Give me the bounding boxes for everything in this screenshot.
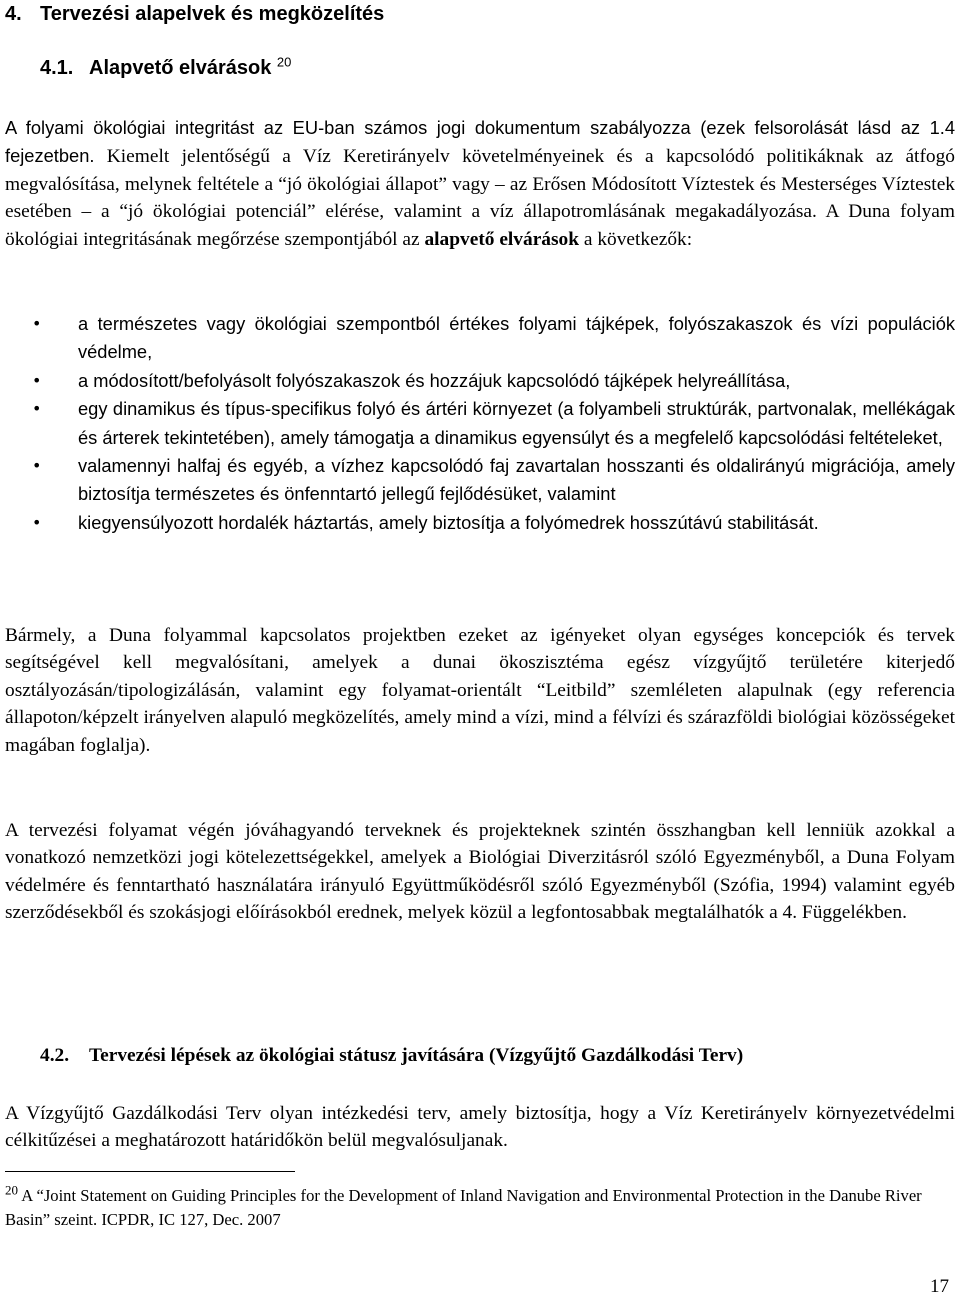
list-item-text: egy dinamikus és típus-specifikus folyó és ártéri környezet (a folyambeli struktúrák, partvonalak, mellékágak és árterek tekintetében), amely támogatja a dinamikus egyensúlyt és a megfelelő kapcsolódási feltételeket, bbox=[78, 398, 955, 448]
footnote bbox=[5, 1184, 960, 1232]
bullet-icon: • bbox=[32, 314, 42, 333]
bullet-icon: • bbox=[32, 512, 42, 532]
section-heading-4-1 bbox=[40, 56, 291, 80]
paragraph-danube-projects: Bármely, a Duna folyammal kapcsolatos projektben ezeket az igényeket olyan egységes koncepciók és tervek segítségével kell megvalósítani, amelyek a dunai ökoszisztéma egész vízgyűjtő területére kiterjedő osztályozásán/tipologizálásán, valamint egy folyamat-orientált “Leitbild” szemléleten alapulnak (egy referencia állapoton/képzelt irányelven alapuló megközelítés, amely mind a vízi, mind a félvízi és szárazföldi biológiai közösségeket magában foglalja). bbox=[5, 625, 955, 756]
paragraph-legal-obligations: A tervezési folyamat végén jóváhagyandó terveknek és projekteknek szintén összhangban kell lenniük azokkal a vonatkozó nemzetközi jogi kötelezettségekkel, amelyek a Biológiai Diverzitásról szóló Egyezményből, a Duna Folyam védelmére és fenntartható használatára irányuló Együttműködésről szóló Egyezményből (Szófia, 1994) valamint egyéb szerződésekből és szokásjogi előírásokból erednek, melyek közül a legfontosabbak megtalálhatók a 4. Függelékben. bbox=[5, 820, 955, 924]
paragraph-management-plan: A Vízgyűjtő Gazdálkodási Terv olyan intézkedési terv, amely biztosítja, hogy a Víz Keretirányelv környezetvédelmi célkitűzései a meghatározott határidőkön belül megvalósuljanak. bbox=[5, 1103, 955, 1152]
intro-text-2: Kiemelt jelentőségű a Víz Keretirányelv követelményeinek és a kapcsolódó politikáknak az átfogó megvalósítása, melynek feltétele a “jó ökológiai állapot” vagy – az Erősen Módosított Víztestek és Mesterséges Víztestek esetében – a “jó ökológiai potenciál” elérése, valamint a víz állapotromlásának megakadályozása. bbox=[5, 146, 955, 223]
footnote-text: A “Joint Statement on Guiding Principles for the Development of Inland Navigation and Environmental Protection in the Danube River Basin” szeint. ICPDR, IC 127, Dec. 2007 bbox=[5, 1186, 922, 1229]
bullet-icon: • bbox=[32, 370, 42, 390]
section-title: Alapvető elvárások bbox=[89, 57, 272, 79]
chapter-title: Tervezési alapelvek és megközelítés bbox=[40, 3, 385, 25]
list-item bbox=[5, 367, 955, 395]
footnote-marker: 20 bbox=[5, 1182, 18, 1198]
list-item-text: valamennyi halfaj és egyéb, a vízhez kapcsolódó faj zavartalan hosszanti és oldalirányú migrációja, amely biztosítja természetes és önfenntartó jellegű fejlődésüket, valamint bbox=[78, 455, 955, 505]
chapter-heading bbox=[5, 2, 384, 26]
footnote-divider bbox=[5, 1171, 295, 1172]
section-number: 4.1. bbox=[40, 57, 74, 79]
chapter-number: 4. bbox=[5, 3, 22, 25]
intro-text-1: A folyami ökológiai integritást az EU-ban számos jogi dokumentum szabályozza (ezek felsorolását lásd az 1.4 fejezetben. bbox=[5, 117, 955, 167]
list-item bbox=[5, 395, 955, 452]
list-item-text: a módosított/befolyásolt folyószakaszok és hozzájuk kapcsolódó tájképek helyreállítása, bbox=[78, 369, 791, 391]
footnote-reference: 20 bbox=[276, 54, 292, 70]
intro-text-3: A Duna folyam ökológiai integritásának megőrzése szempontjából az bbox=[5, 201, 955, 250]
document-page bbox=[5, 0, 955, 1300]
list-item-text: kiegyensúlyozott hordalék háztartás, amely biztosítja a folyómedrek hosszútávú stabilitását. bbox=[78, 511, 819, 533]
intro-paragraph bbox=[5, 114, 955, 253]
section-title: Tervezési lépések az ökológiai státusz javítására (Vízgyűjtő Gazdálkodási Terv) bbox=[89, 1045, 744, 1066]
list-item bbox=[5, 509, 955, 537]
list-item-text: a természetes vagy ökológiai szempontból értékes folyami tájképek, folyószakaszok és vízi populációk védelme, bbox=[78, 313, 955, 363]
list-item bbox=[5, 452, 955, 509]
section-heading-4-2 bbox=[40, 1043, 743, 1069]
intro-text-4: a következők: bbox=[579, 228, 693, 250]
section-number: 4.2. bbox=[40, 1045, 70, 1066]
list-item bbox=[5, 310, 955, 367]
intro-bold-text: alapvető elvárások bbox=[424, 228, 580, 250]
bullet-icon: • bbox=[32, 456, 42, 476]
page-number: 17 bbox=[930, 1276, 949, 1297]
expectations-list bbox=[5, 310, 955, 537]
bullet-icon: • bbox=[32, 399, 42, 419]
